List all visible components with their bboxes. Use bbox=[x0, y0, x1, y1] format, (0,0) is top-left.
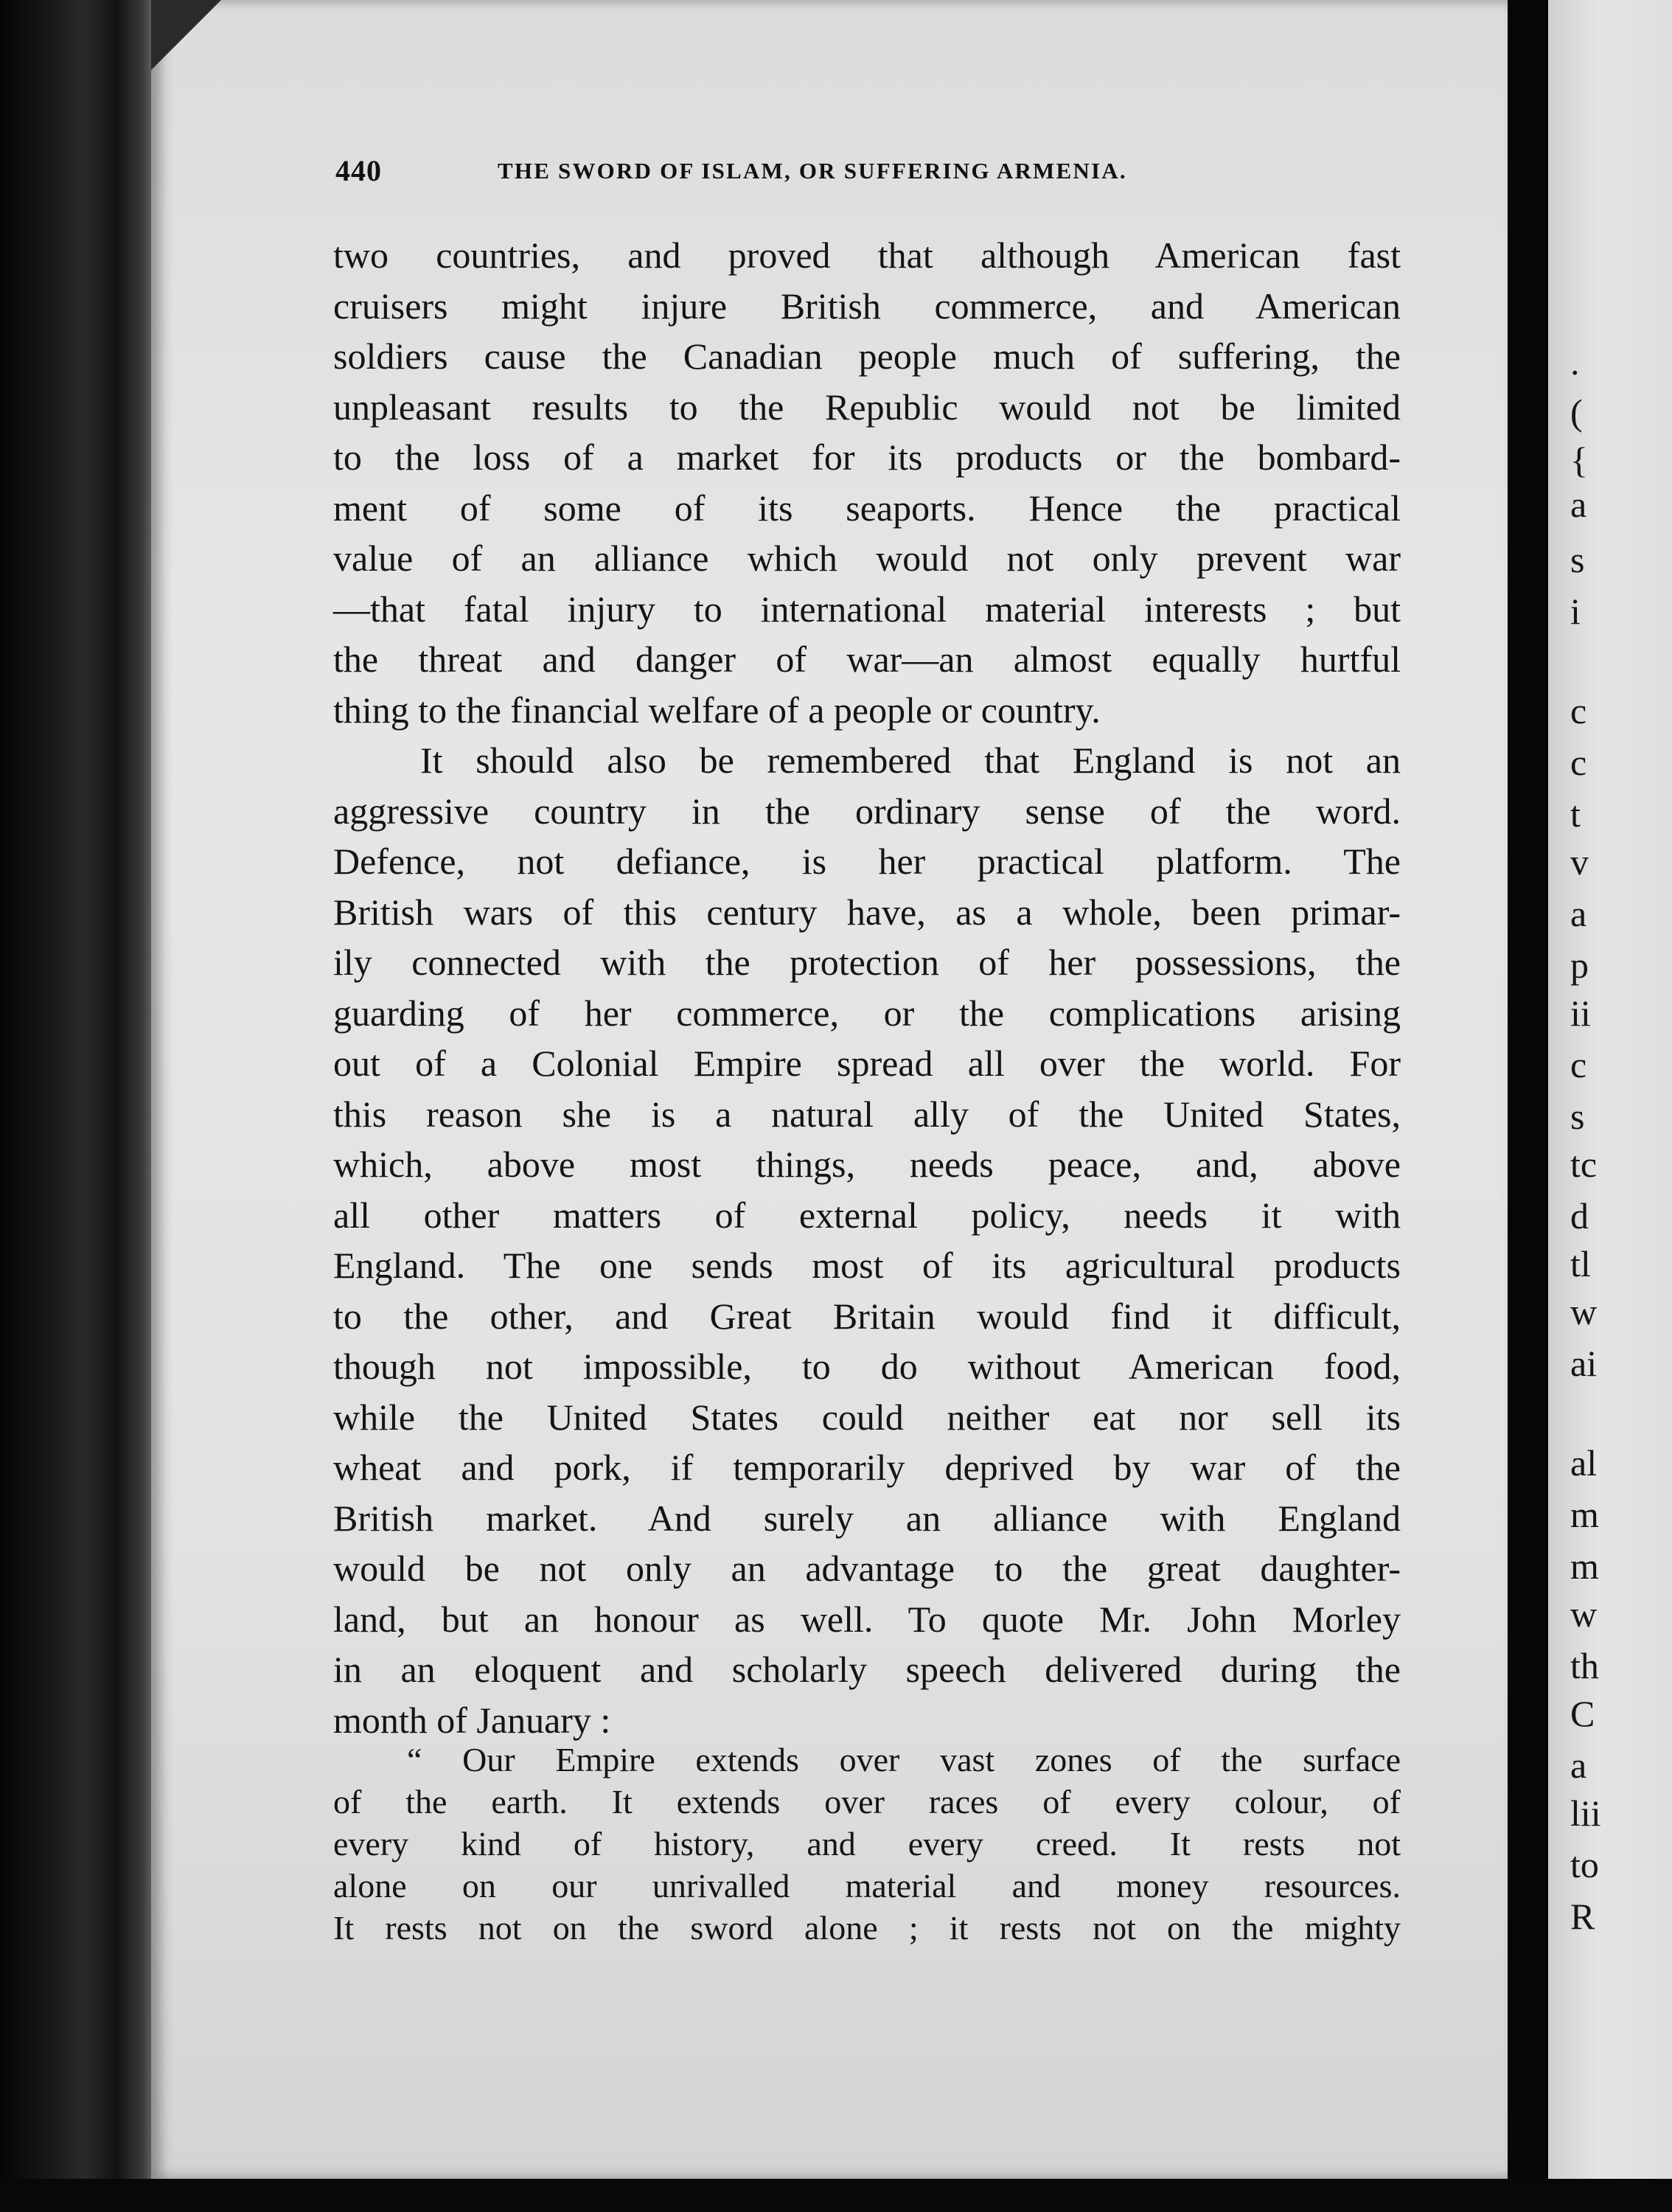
fragment: ( bbox=[1570, 392, 1583, 433]
block-quotation bbox=[333, 1739, 1401, 1949]
text-line: cruisers might injure British commerce, and American bbox=[333, 285, 1401, 327]
fragment: c bbox=[1570, 690, 1587, 731]
fragment: c bbox=[1570, 742, 1587, 783]
fragment: i bbox=[1570, 591, 1581, 632]
text-line: in an eloquent and scholarly speech delivered during the bbox=[333, 1649, 1401, 1690]
fragment: w bbox=[1570, 1593, 1598, 1635]
text-line: this reason she is a natural ally of the United States, bbox=[333, 1093, 1401, 1135]
facing-page-text-fragments bbox=[1570, 0, 1666, 2183]
text-line: the threat and danger of war—an almost equally hurtful bbox=[333, 639, 1401, 680]
fragment: m bbox=[1570, 1545, 1599, 1587]
paragraph-1 bbox=[333, 230, 1401, 735]
page-header bbox=[335, 153, 1264, 190]
quote-line: every kind of history, and every creed. It rests not bbox=[333, 1825, 1401, 1863]
fragment: v bbox=[1570, 841, 1589, 883]
paragraph-2 bbox=[333, 735, 1401, 1745]
fragment: t bbox=[1570, 793, 1581, 835]
fragment: ai bbox=[1570, 1343, 1598, 1384]
text-line: Defence, not defiance, is her practical platform. The bbox=[333, 841, 1401, 882]
text-line: ment of some of its seaports. Hence the practical bbox=[333, 487, 1401, 529]
fragment: . bbox=[1570, 341, 1580, 383]
fragment: d bbox=[1570, 1195, 1589, 1237]
page-corner bbox=[151, 0, 221, 70]
text-line: which, above most things, needs peace, and, above bbox=[333, 1144, 1401, 1185]
text-line: all other matters of external policy, needs it with bbox=[333, 1194, 1401, 1236]
fragment: c bbox=[1570, 1044, 1587, 1085]
text-line: month of January : bbox=[333, 1699, 611, 1741]
fragment: s bbox=[1570, 539, 1585, 580]
fragment: R bbox=[1570, 1896, 1595, 1937]
quote-line: “ Our Empire extends over vast zones of the surface bbox=[407, 1741, 1401, 1778]
text-line: —that fatal injury to international material interests ; but bbox=[333, 588, 1401, 630]
text-line: would be not only an advantage to the great daughter- bbox=[333, 1548, 1401, 1589]
text-line: It should also be remembered that England is not an bbox=[420, 740, 1401, 781]
text-line: guarding of her commerce, or the complications arising bbox=[333, 992, 1401, 1034]
fragment: a bbox=[1570, 1745, 1587, 1786]
fragment: lii bbox=[1570, 1792, 1601, 1834]
text-line: while the United States could neither eat nor sell its bbox=[333, 1396, 1401, 1438]
text-line: aggressive country in the ordinary sense of the word. bbox=[333, 790, 1401, 832]
text-line: out of a Colonial Empire spread all over the world. For bbox=[333, 1043, 1401, 1084]
text-line: value of an alliance which would not only prevent war bbox=[333, 538, 1401, 579]
fragment: tl bbox=[1570, 1243, 1591, 1284]
text-line: unpleasant results to the Republic would not be limited bbox=[333, 386, 1401, 428]
fragment: to bbox=[1570, 1844, 1599, 1885]
text-line: England. The one sends most of its agricultural products bbox=[333, 1245, 1401, 1286]
fragment: al bbox=[1570, 1442, 1598, 1484]
fragment: { bbox=[1570, 439, 1588, 481]
text-line: British wars of this century have, as a whole, been primar- bbox=[333, 891, 1401, 933]
fragment: tc bbox=[1570, 1144, 1598, 1185]
quote-line: of the earth. It extends over races of every colour, of bbox=[333, 1783, 1401, 1820]
fragment: th bbox=[1570, 1645, 1599, 1686]
body-text bbox=[333, 230, 1401, 1745]
text-line: ily connected with the protection of her possessions, the bbox=[333, 942, 1401, 983]
fragment: m bbox=[1570, 1494, 1599, 1535]
fragment: s bbox=[1570, 1096, 1585, 1137]
text-line: two countries, and proved that although American fast bbox=[333, 234, 1401, 276]
fragment: p bbox=[1570, 945, 1589, 986]
quote-line: It rests not on the sword alone ; it rests not on the mighty bbox=[333, 1909, 1401, 1947]
book-left-edge bbox=[0, 0, 155, 2212]
text-line: British market. And surely an alliance with England bbox=[333, 1497, 1401, 1539]
page-number: 440 bbox=[335, 154, 382, 187]
text-line: to the loss of a market for its products or the bombard- bbox=[333, 437, 1401, 478]
fragment: a bbox=[1570, 893, 1587, 934]
quote-line: alone on our unrivalled material and money resources. bbox=[333, 1867, 1401, 1905]
text-line: soldiers cause the Canadian people much of suffering, the bbox=[333, 335, 1401, 377]
scan-bottom-border bbox=[0, 2179, 1672, 2212]
text-line: to the other, and Great Britain would find it difficult, bbox=[333, 1295, 1401, 1337]
fragment: C bbox=[1570, 1693, 1595, 1734]
fragment: w bbox=[1570, 1291, 1598, 1332]
text-line: land, but an honour as well. To quote Mr. John Morley bbox=[333, 1598, 1401, 1640]
text-line: thing to the financial welfare of a people or country. bbox=[333, 689, 1101, 731]
fragment: ii bbox=[1570, 992, 1591, 1034]
running-title: THE SWORD OF ISLAM, OR SUFFERING ARMENIA. bbox=[498, 158, 1127, 184]
text-line: though not impossible, to do without American food, bbox=[333, 1346, 1401, 1387]
text-line: wheat and pork, if temporarily deprived by war of the bbox=[333, 1447, 1401, 1488]
fragment: a bbox=[1570, 484, 1587, 525]
book-gutter bbox=[1508, 0, 1548, 2212]
